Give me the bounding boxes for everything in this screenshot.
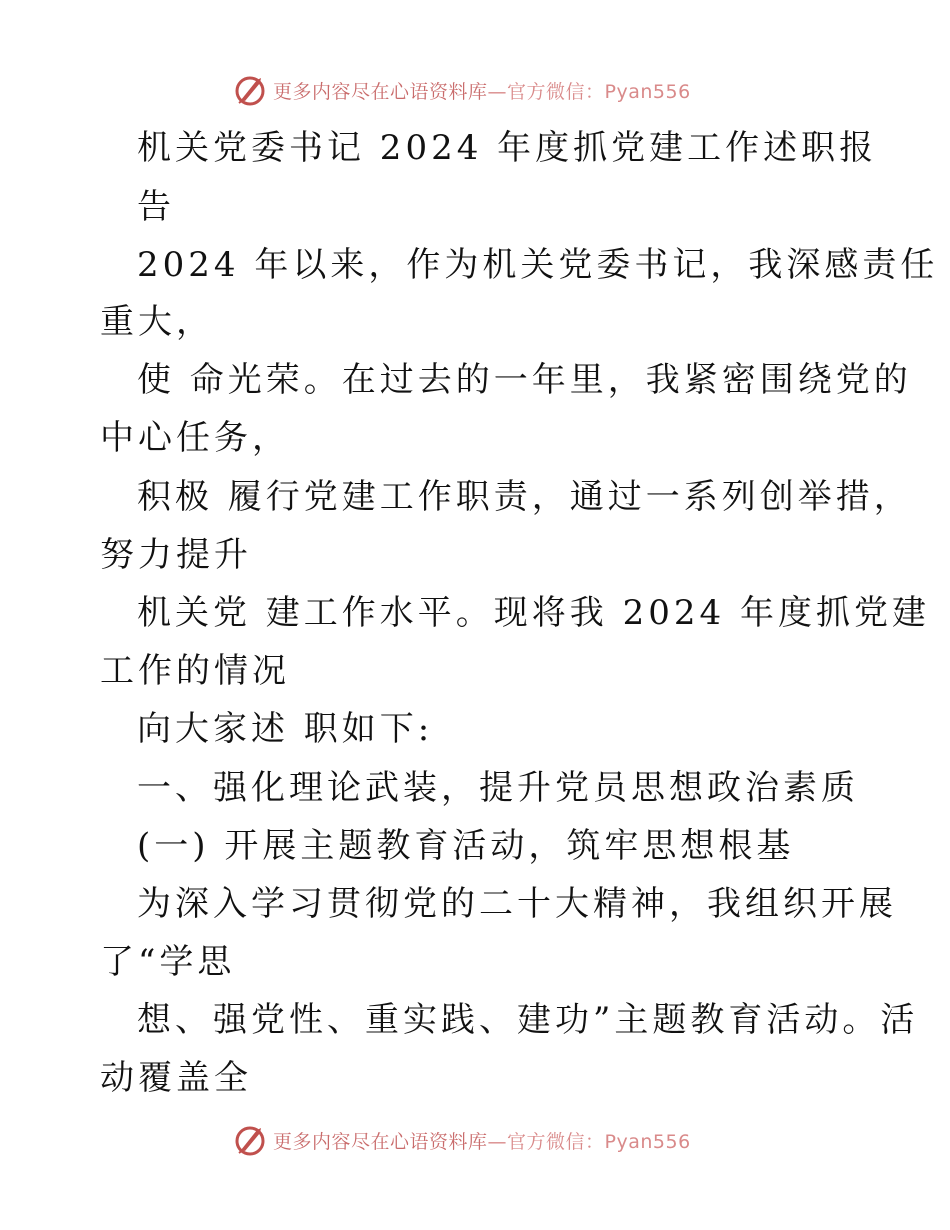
- doc-line: 为深入学习贯彻党的二十大精神，我组织开展: [137, 884, 897, 924]
- watermark-contact: —官方微信：Pyan556: [487, 80, 691, 103]
- doc-line: 机关党 建工作水平。现将我 2024 年度抓党建: [137, 593, 930, 633]
- doc-line: 工作的情况: [100, 651, 290, 691]
- doc-line: 了“学思: [100, 942, 236, 982]
- doc-line: 向大家述 职如下:: [137, 709, 434, 749]
- doc-line: 积极 履行党建工作职责，通过一系列创举措，: [137, 477, 912, 517]
- doc-line: 2024 年以来，作为机关党委书记，我深感责任: [137, 245, 939, 285]
- subsection-heading: (一) 开展主题教育活动，筑牢思想根基: [137, 826, 795, 866]
- footer-watermark: [0, 1118, 950, 1162]
- doc-line: 努力提升: [100, 535, 252, 575]
- doc-line: 重大，: [100, 302, 214, 342]
- watermark-text: [273, 1127, 691, 1154]
- doc-title-line-2: 告: [137, 187, 175, 227]
- doc-line: 使 命光荣。在过去的一年里，我紧密围绕党的: [137, 360, 912, 400]
- doc-line: 中心任务，: [100, 418, 290, 458]
- doc-title-line-1: 机关党委书记 2024 年度抓党建工作述职报: [137, 128, 878, 168]
- section-heading: 一、强化理论武装，提升党员思想政治素质: [137, 768, 859, 808]
- doc-line: 动覆盖全: [100, 1058, 252, 1098]
- quill-logo-icon: [233, 1122, 269, 1158]
- watermark-site: 更多内容尽在心语资料库: [273, 80, 488, 103]
- watermark-site: 更多内容尽在心语资料库: [273, 1130, 488, 1153]
- watermark-contact: —官方微信：Pyan556: [487, 1130, 691, 1153]
- doc-line: 想、强党性、重实践、建功”主题教育活动。活: [137, 1000, 919, 1040]
